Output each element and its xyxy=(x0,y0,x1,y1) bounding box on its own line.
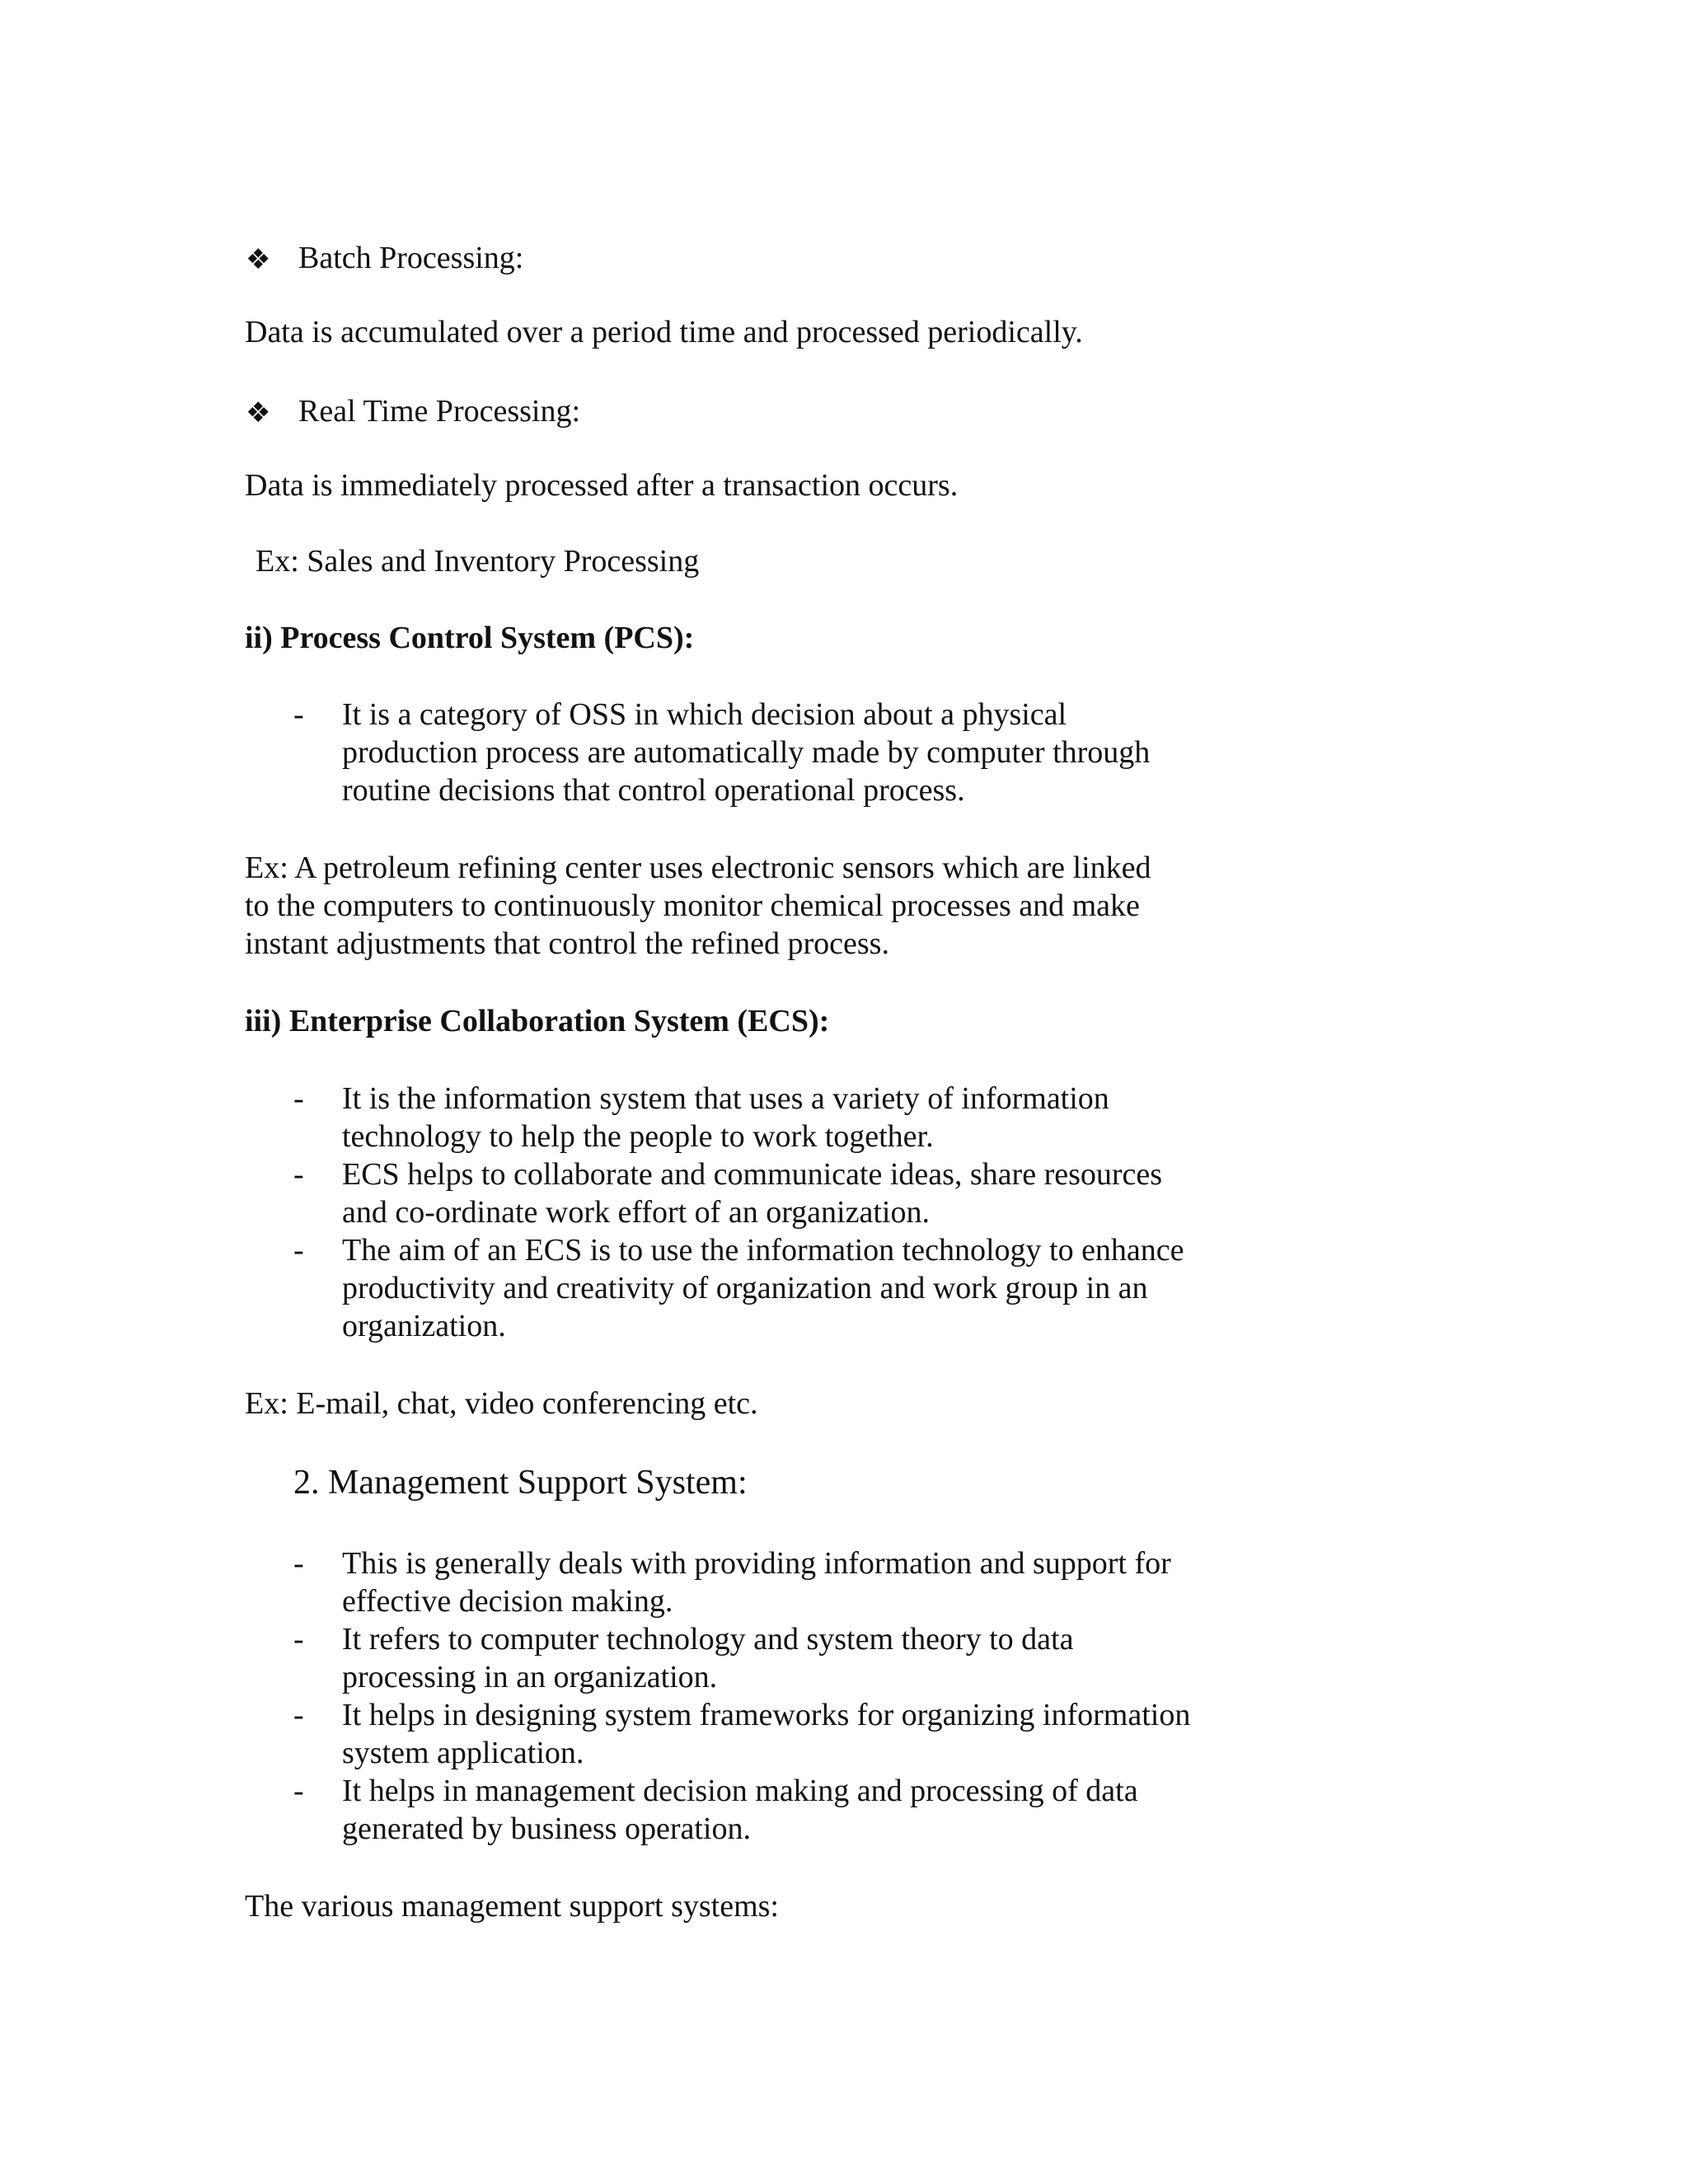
pcs-item-1-line-1: It is a category of OSS in which decision about a physical xyxy=(342,697,1067,732)
real-time-processing-description: Data is immediately processed after a transaction occurs. xyxy=(245,468,959,503)
ecs-item-3-line-1: The aim of an ECS is to use the information technology to enhance xyxy=(342,1233,1184,1268)
mss-item-1-line-2: effective decision making. xyxy=(342,1584,673,1619)
list-dash: - xyxy=(293,1698,304,1732)
ecs-item-2-line-2: and co-ordinate work effort of an organization. xyxy=(342,1195,930,1230)
mss-item-2-line-1: It refers to computer technology and system theory to data xyxy=(342,1622,1074,1657)
mss-item-4-line-1: It helps in management decision making and processing of data xyxy=(342,1774,1138,1808)
mss-item-1-line-1: This is generally deals with providing information and support for xyxy=(342,1546,1171,1581)
diamond-bullet-icon: ❖ xyxy=(246,396,271,429)
ecs-item-1-line-1: It is the information system that uses a variety of information xyxy=(342,1081,1109,1116)
list-dash: - xyxy=(293,1546,304,1581)
diamond-bullet-icon: ❖ xyxy=(246,243,271,276)
ecs-item-2-line-1: ECS helps to collaborate and communicate ideas, share resources xyxy=(342,1157,1163,1192)
mss-closing-line: The various management support systems: xyxy=(245,1889,779,1924)
ecs-item-3-line-2: productivity and creativity of organization and work group in an xyxy=(342,1271,1148,1305)
pcs-example-line-2: to the computers to continuously monitor chemical processes and make xyxy=(245,888,1140,923)
pcs-item-1-line-3: routine decisions that control operational process. xyxy=(342,773,965,808)
mss-item-3-line-2: system application. xyxy=(342,1736,584,1770)
real-time-processing-title: Real Time Processing: xyxy=(298,394,581,429)
ecs-example: Ex: E-mail, chat, video conferencing etc. xyxy=(245,1386,758,1421)
batch-processing-description: Data is accumulated over a period time and processed periodically. xyxy=(245,315,1083,349)
pcs-example-line-3: instant adjustments that control the refined process. xyxy=(245,926,889,961)
real-time-processing-example: Ex: Sales and Inventory Processing xyxy=(256,544,700,579)
mss-item-4-line-2: generated by business operation. xyxy=(342,1811,751,1846)
ecs-heading: iii) Enterprise Collaboration System (ECS): xyxy=(245,1004,830,1038)
list-dash: - xyxy=(293,1774,304,1808)
list-dash: - xyxy=(293,1622,304,1657)
mss-item-3-line-1: It helps in designing system frameworks for organizing information xyxy=(342,1698,1191,1732)
pcs-heading: ii) Process Control System (PCS): xyxy=(245,621,695,655)
list-dash: - xyxy=(293,1081,304,1116)
batch-processing-title: Batch Processing: xyxy=(298,241,524,275)
list-dash: - xyxy=(293,1233,304,1268)
pcs-item-1-line-2: production process are automatically made by computer through xyxy=(342,735,1151,770)
mss-item-2-line-2: processing in an organization. xyxy=(342,1660,718,1694)
pcs-example-line-1: Ex: A petroleum refining center uses electronic sensors which are linked xyxy=(245,851,1151,885)
ecs-item-1-line-2: technology to help the people to work together. xyxy=(342,1119,934,1154)
list-dash: - xyxy=(293,697,304,732)
mss-heading: 2. Management Support System: xyxy=(293,1464,748,1502)
list-dash: - xyxy=(293,1157,304,1192)
ecs-item-3-line-3: organization. xyxy=(342,1309,506,1343)
